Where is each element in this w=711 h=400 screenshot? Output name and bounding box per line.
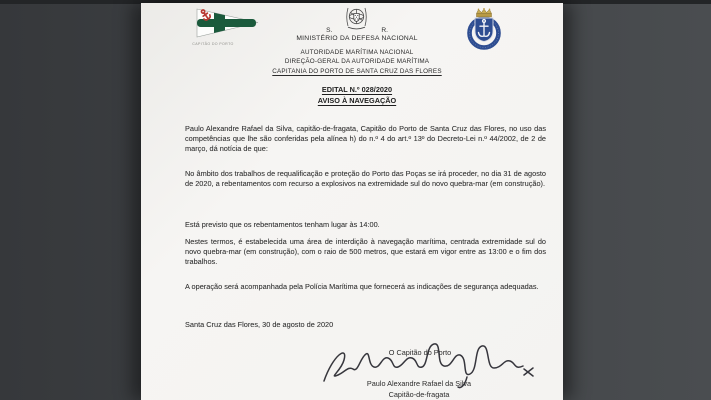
aviso-title: AVISO À NAVEGAÇÃO [317,96,397,105]
ministry-line: MINISTÉRIO DA DEFESA NACIONAL [296,35,418,42]
national-emblem-icon [345,4,368,35]
paragraph-preamble: Paulo Alexandre Rafael da Silva, capitão-de-fragata, Capitão do Porto de Santa Cruz das Flores, no uso das competências que lhe são conferidas pela alínea h) do n.º 4 do art.º 13º do Decreto-Lei n.º 44/2002, de 2 de março, dá notícia de que: [185,124,546,154]
capitao-do-porto-flag-icon [196,8,260,38]
national-emblem-row [261,7,453,36]
flag-caption: CAPITÃO DO PORTO [192,42,234,46]
paragraph-works-notice: No âmbito dos trabalhos de requalificação e proteção do Porto das Poças se irá proceder, no dia 31 de agosto de 2020, a rebentamentos com recurso a explosivos na extremidade sul do novo quebra-mar (em construção). [185,169,546,189]
signature-pretitle: O Capitão do Porto [388,348,452,357]
capitania-crest-icon [463,7,505,52]
signature-name: Paulo Alexandre Rafael da Silva [366,379,472,388]
paragraph-blast-time: Está previsto que os rebentamentos tenham lugar às 14:00. [185,220,380,229]
sr-right-letter: R. [381,27,388,34]
authority-lines [201,48,513,76]
document-page [141,3,563,400]
signature-rank: Capitão-de-fragata [388,390,450,399]
edital-number-title: EDITAL N.º 028/2020 [321,85,393,94]
sr-left-letter: S. [326,27,333,34]
authority-line-2: DIREÇÃO-GERAL DA AUTORIDADE MARÍTIMA [284,58,430,66]
date-line: Santa Cruz das Flores, 30 de agosto de 2020 [185,320,334,329]
authority-line-1: AUTORIDADE MARÍTIMA NACIONAL [300,49,414,56]
paragraph-police-escort: A operação será acompanhada pela Polícia Marítima que fornecerá as indicações de segurança adequadas. [185,282,539,291]
authority-line-3: CAPITANIA DO PORTO DE SANTA CRUZ DAS FLORES [272,67,442,75]
paragraph-interdiction-area: Nestes termos, é estabelecida uma área de interdição à navegação marítima, centrada extremidade sul do novo quebra-mar (em construção), com o raio de 500 metros, que estará em vigor entre as 13:00 e o fim dos trabalhos. [185,237,546,267]
